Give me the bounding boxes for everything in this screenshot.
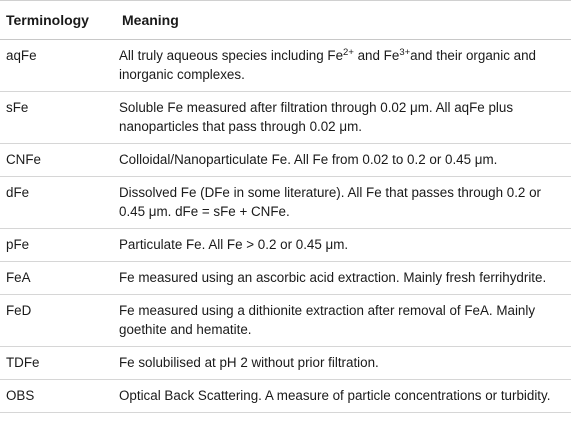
- term-cell: FeA: [0, 262, 116, 295]
- table-row: [0, 347, 571, 380]
- meaning-text: All truly aqueous species including Fe: [119, 48, 344, 63]
- meaning-text: and their organic and inorganic complexes.: [119, 48, 536, 82]
- meaning-cell: Soluble Fe measured after filtration through 0.02 μm. All aqFe plus nanoparticles that pass through 0.02 μm.: [116, 92, 571, 144]
- table-row: [0, 177, 571, 229]
- table-row: [0, 144, 571, 177]
- header-terminology: Terminology: [0, 1, 116, 40]
- table-row: [0, 295, 571, 347]
- term-cell: TDFe: [0, 347, 116, 380]
- header-meaning: Meaning: [116, 1, 571, 40]
- term-cell: pFe: [0, 229, 116, 262]
- meaning-text: and Fe: [353, 48, 400, 63]
- header-row: [0, 1, 571, 40]
- meaning-cell: Colloidal/Nanoparticulate Fe. All Fe from 0.02 to 0.2 or 0.45 μm.: [116, 144, 571, 177]
- meaning-cell: Particulate Fe. All Fe > 0.2 or 0.45 μm.: [116, 229, 571, 262]
- meaning-cell: Dissolved Fe (DFe in some literature). All Fe that passes through 0.2 or 0.45 μm. dFe = sFe + CNFe.: [116, 177, 571, 229]
- term-cell: CNFe: [0, 144, 116, 177]
- meaning-cell: [116, 40, 571, 92]
- table-row: [0, 262, 571, 295]
- table-row: [0, 380, 571, 413]
- term-cell: aqFe: [0, 40, 116, 92]
- meaning-cell: Fe measured using a dithionite extraction after removal of FeA. Mainly goethite and hematite.: [116, 295, 571, 347]
- meaning-cell: Fe measured using an ascorbic acid extraction. Mainly fresh ferrihydrite.: [116, 262, 571, 295]
- table-row: [0, 40, 571, 92]
- charge-superscript: 3+: [399, 47, 411, 58]
- term-cell: dFe: [0, 177, 116, 229]
- meaning-cell: Fe solubilised at pH 2 without prior filtration.: [116, 347, 571, 380]
- meaning-cell: Optical Back Scattering. A measure of particle concentrations or turbidity.: [116, 380, 571, 413]
- term-cell: OBS: [0, 380, 116, 413]
- term-cell: sFe: [0, 92, 116, 144]
- table-row: [0, 229, 571, 262]
- term-cell: FeD: [0, 295, 116, 347]
- charge-superscript: 2+: [343, 47, 354, 58]
- table-row: [0, 92, 571, 144]
